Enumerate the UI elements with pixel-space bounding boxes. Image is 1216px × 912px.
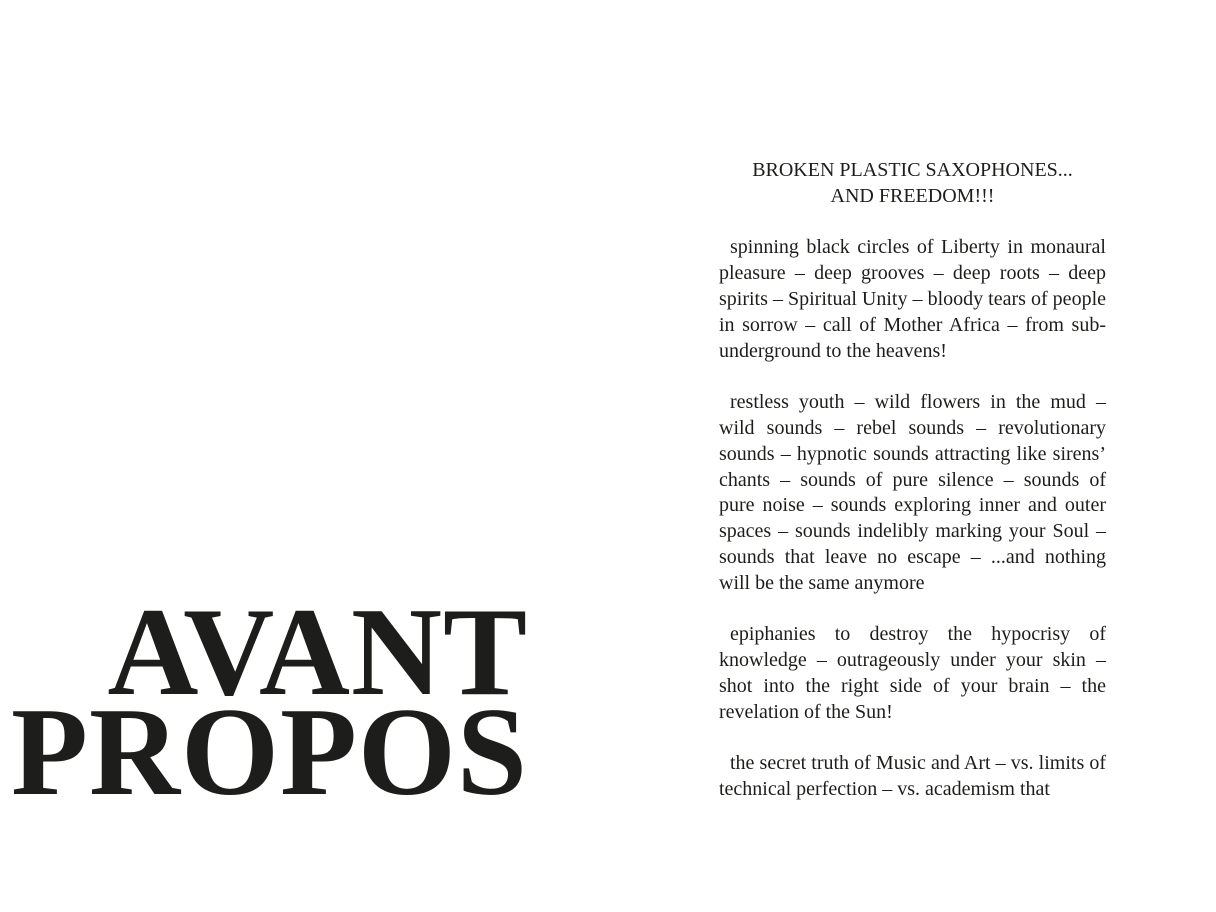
section-heading-line-2: AND FREEDOM!!! xyxy=(830,184,995,207)
paragraph-1: spinning black circles of Liberty in monaural pleasure – deep grooves – deep roots – deep spirits – Spiritual Unity – bloody tears of people in sorrow – call of Mother Africa – from sub-underground to the heavens! xyxy=(719,236,1106,362)
chapter-title-line-1: AVANT xyxy=(107,583,528,722)
paragraph-2: restless youth – wild flowers in the mud – wild sounds – rebel sounds – revolutionary sounds – hypnotic sounds attracting like sirens’ chants – sounds of pure silence – sounds of pure noise – sounds exploring inner and outer spaces – sounds indelibly marking your Soul – sounds that leave no escape – ...and nothing will be the same anymore xyxy=(719,391,1106,594)
chapter-title xyxy=(10,583,528,822)
chapter-title-line-2: PROPOS xyxy=(10,683,528,822)
paragraph-3: epiphanies to destroy the hypocrisy of knowledge – outrageously under your skin – shot into the right side of your brain – the revelation of the Sun! xyxy=(719,623,1106,723)
section-heading-line-1: BROKEN PLASTIC SAXOPHONES... xyxy=(752,159,1073,181)
paragraph-4: the secret truth of Music and Art – vs. limits of technical perfection – vs. academism that xyxy=(719,752,1106,801)
text-column xyxy=(719,158,1106,803)
section-heading xyxy=(719,158,1106,210)
right-page xyxy=(608,0,1216,912)
